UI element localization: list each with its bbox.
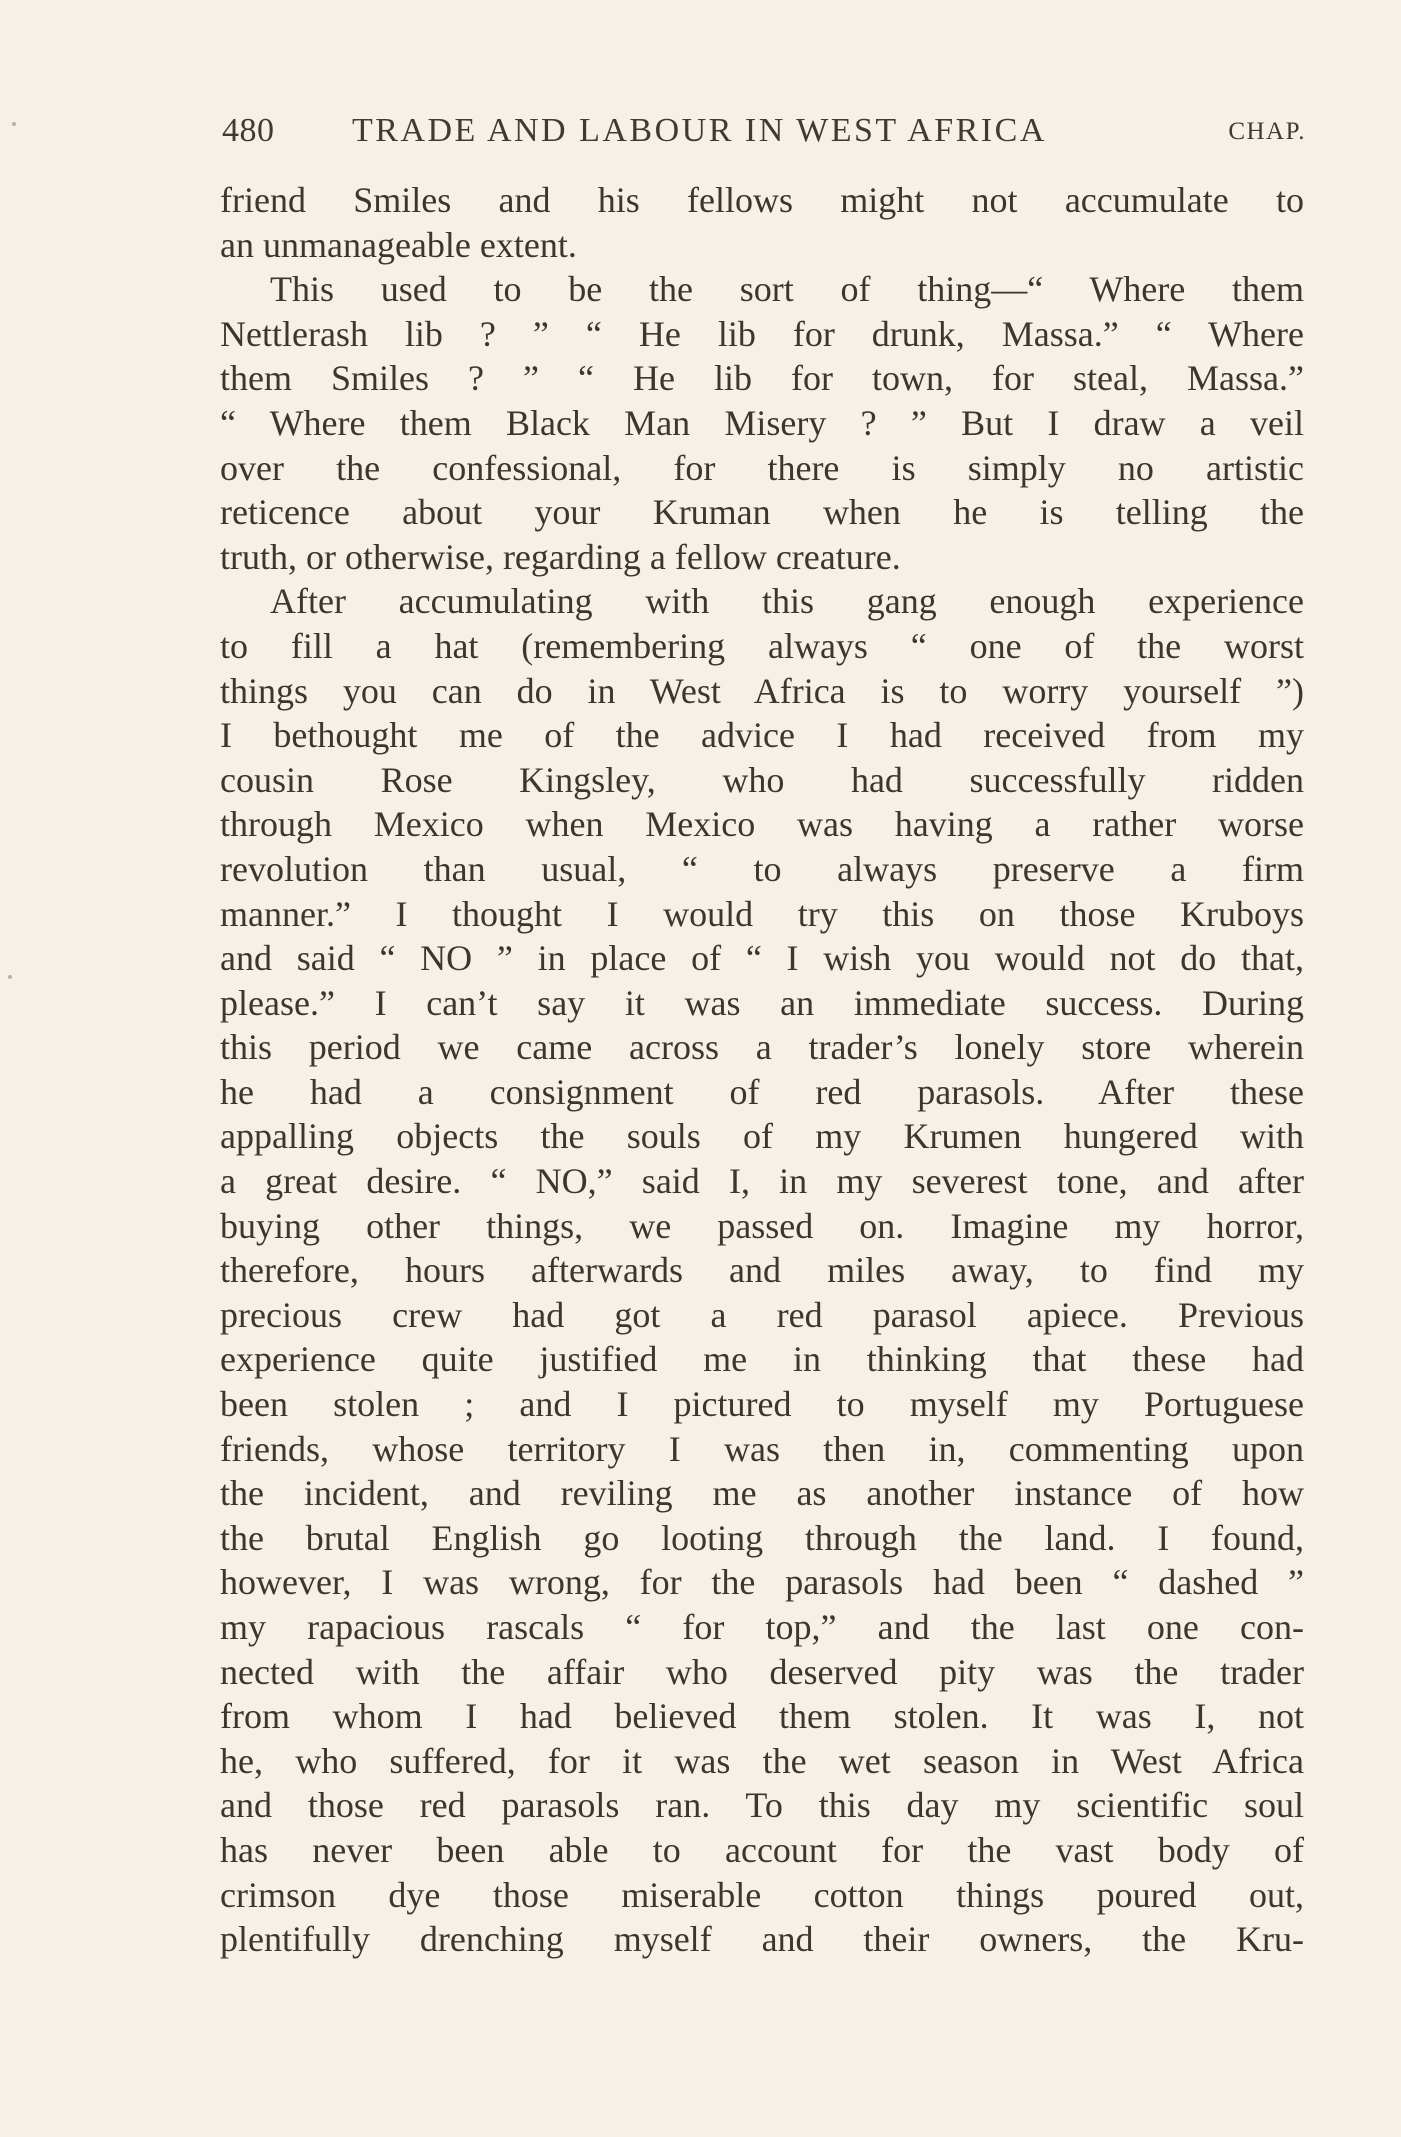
text-line: friends, whose territory I was then in, commenting upon — [220, 1428, 1304, 1469]
text-line: from whom I had believed them stolen. It was I, not — [220, 1696, 1304, 1737]
text-line: the incident, and reviling me as another instance of how — [220, 1473, 1304, 1514]
text-line: them Smiles ? ” “ He lib for town, for steal, Massa.” — [220, 358, 1304, 399]
text-line: crimson dye those miserable cotton things poured out, — [220, 1874, 1304, 1915]
text-line: friend Smiles and his fellows might not accumulate to — [220, 180, 1304, 220]
text-line: and said “ NO ” in place of “ I wish you would not do that, — [220, 938, 1304, 979]
text-line: to fill a hat (remembering always “ one of the worst — [220, 625, 1304, 666]
text-line: things you can do in West Africa is to worry yourself ”) — [220, 670, 1304, 711]
text-line: “ Where them Black Man Misery ? ” But I draw a veil — [220, 402, 1304, 443]
text-line: reticence about your Kruman when he is telling the — [220, 492, 1304, 533]
text-line: an unmanageable extent. — [220, 224, 577, 265]
text-line: experience quite justified me in thinking that these had — [220, 1339, 1304, 1380]
text-line: he had a consignment of red parasols. After these — [220, 1071, 1304, 1112]
page-number: 480 — [222, 112, 275, 149]
text-line: this period we came across a trader’s lonely store wherein — [220, 1027, 1304, 1068]
text-line: the brutal English go looting through the land. I found, — [220, 1517, 1304, 1558]
text-line: and those red parasols ran. To this day my scientific soul — [220, 1785, 1304, 1826]
text-line: revolution than usual, “ to always preserve a firm — [220, 848, 1304, 889]
text-line: precious crew had got a red parasol apiece. Previous — [220, 1294, 1304, 1335]
text-line: over the confessional, for there is simply no artistic — [220, 447, 1304, 488]
text-line: This used to be the sort of thing—“ Where them — [270, 269, 1304, 310]
text-line: truth, or otherwise, regarding a fellow creature. — [220, 536, 901, 577]
text-line: please.” I can’t say it was an immediate success. During — [220, 982, 1304, 1023]
text-line: After accumulating with this gang enough experience — [270, 581, 1304, 622]
chapter-label: CHAP. — [1228, 118, 1306, 145]
text-line: through Mexico when Mexico was having a rather worse — [220, 804, 1304, 845]
running-title: TRADE AND LABOUR IN WEST AFRICA — [352, 112, 1047, 149]
text-line: cousin Rose Kingsley, who had successfully ridden — [220, 759, 1304, 800]
text-line: Nettlerash lib ? ” “ He lib for drunk, Massa.” “ Where — [220, 313, 1304, 354]
text-line: I bethought me of the advice I had received from my — [220, 715, 1304, 756]
running-header — [222, 108, 1306, 156]
text-line: appalling objects the souls of my Krumen hungered with — [220, 1116, 1304, 1157]
text-line: therefore, hours afterwards and miles away, to find my — [220, 1250, 1304, 1291]
text-line: manner.” I thought I would try this on those Kruboys — [220, 893, 1304, 934]
text-line: nected with the affair who deserved pity was the trader — [220, 1651, 1304, 1692]
text-line: buying other things, we passed on. Imagine my horror, — [220, 1205, 1304, 1246]
text-line: been stolen ; and I pictured to myself my Portuguese — [220, 1384, 1304, 1425]
text-line: a great desire. “ NO,” said I, in my severest tone, and after — [220, 1161, 1304, 1202]
paper-speck — [12, 122, 16, 126]
text-line: plentifully drenching myself and their owners, the Kru- — [220, 1919, 1304, 1960]
text-line: my rapacious rascals “ for top,” and the last one con- — [220, 1607, 1304, 1647]
text-line: has never been able to account for the vast body of — [220, 1829, 1304, 1870]
body-text — [220, 178, 1304, 1962]
text-line: however, I was wrong, for the parasols had been “ dashed ” — [220, 1562, 1304, 1603]
paper-speck — [8, 975, 12, 979]
text-line: he, who suffered, for it was the wet season in West Africa — [220, 1740, 1304, 1781]
